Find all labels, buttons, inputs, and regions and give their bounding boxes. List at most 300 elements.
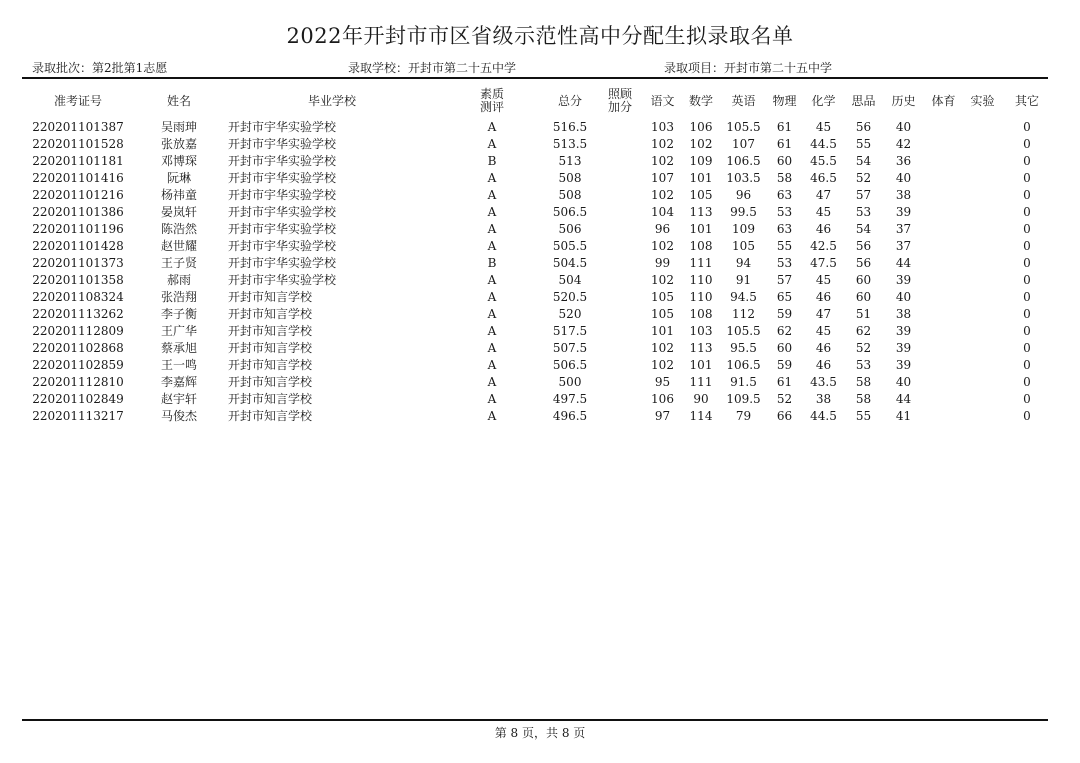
- cell-chemistry: 47: [815, 188, 832, 202]
- cell-bonus-points: [596, 187, 644, 204]
- cell-other: 0: [1023, 409, 1031, 423]
- cell-name: 郝雨: [166, 273, 191, 287]
- cell-pe: [924, 187, 963, 204]
- cell-exam-number: 220201113262: [32, 307, 124, 321]
- cell-history: 40: [895, 290, 912, 304]
- cell-pe: [924, 255, 963, 272]
- table-row: [22, 272, 1052, 289]
- cell-total-score: 520.5: [552, 290, 588, 304]
- cell-exam-number: 220201112809: [32, 324, 124, 338]
- cell-physics: 55: [776, 239, 793, 253]
- table-row: [22, 255, 1052, 272]
- cell-exam-number: 220201102849: [32, 392, 124, 406]
- cell-history: 40: [895, 375, 912, 389]
- cell-exam-number: 220201101373: [32, 256, 124, 270]
- cell-physics: 61: [776, 120, 793, 134]
- header-exam-number: 准考证号: [53, 93, 102, 108]
- table-header-row: [22, 83, 1052, 119]
- cell-quality-evaluation: A: [487, 307, 497, 321]
- cell-chinese: 102: [651, 239, 674, 253]
- cell-chinese: 104: [651, 205, 674, 219]
- cell-total-score: 504: [558, 273, 582, 287]
- cell-total-score: 513.5: [552, 137, 588, 151]
- admission-school-label: 录取学校：开封市第二十五中学: [348, 61, 517, 75]
- cell-name: 赵宇轩: [160, 392, 197, 406]
- cell-english: 106.5: [726, 358, 761, 372]
- cell-bonus-points: [596, 323, 644, 340]
- cell-exam-number: 220201101387: [32, 120, 124, 134]
- cell-bonus-points: [596, 272, 644, 289]
- cell-history: 40: [895, 171, 912, 185]
- cell-pe: [924, 153, 963, 170]
- cell-morality: 51: [855, 307, 872, 321]
- cell-total-score: 504.5: [552, 256, 588, 270]
- table-row: [22, 204, 1052, 221]
- cell-chemistry: 46: [815, 358, 832, 372]
- table-row: [22, 323, 1052, 340]
- cell-math: 103: [689, 324, 713, 338]
- cell-quality-evaluation: A: [487, 205, 497, 219]
- cell-physics: 57: [776, 273, 793, 287]
- header-morality: 思品: [851, 93, 876, 108]
- footer-divider: [22, 719, 1048, 721]
- cell-lab: [963, 272, 1002, 289]
- cell-name: 王子贤: [160, 256, 197, 270]
- cell-exam-number: 220201101358: [32, 273, 124, 287]
- cell-pe: [924, 357, 963, 374]
- cell-lab: [963, 255, 1002, 272]
- cell-quality-evaluation: A: [487, 188, 497, 202]
- cell-lab: [963, 170, 1002, 187]
- cell-graduation-school: 开封市知言学校: [228, 341, 313, 355]
- cell-bonus-points: [596, 221, 644, 238]
- admission-table: [22, 83, 1052, 425]
- cell-english: 91: [735, 273, 752, 287]
- table-row: [22, 170, 1052, 187]
- cell-english: 79: [735, 409, 752, 423]
- cell-morality: 53: [855, 358, 872, 372]
- cell-chemistry: 46.5: [810, 171, 837, 185]
- header-quality-evaluation: 素质 测评: [479, 87, 504, 114]
- cell-bonus-points: [596, 357, 644, 374]
- cell-history: 38: [895, 307, 912, 321]
- header-lab: 实验: [970, 93, 995, 108]
- cell-history: 39: [895, 205, 912, 219]
- cell-english: 103.5: [726, 171, 761, 185]
- cell-morality: 54: [855, 154, 872, 168]
- cell-quality-evaluation: A: [487, 137, 497, 151]
- cell-chinese: 102: [651, 137, 674, 151]
- cell-math: 106: [689, 120, 713, 134]
- cell-graduation-school: 开封市宇华实验学校: [228, 273, 337, 287]
- cell-name: 王一鸣: [160, 358, 197, 372]
- cell-name: 阮琳: [166, 171, 191, 185]
- cell-english: 105: [732, 239, 755, 253]
- cell-name: 张浩翔: [160, 290, 197, 304]
- cell-chinese: 102: [651, 154, 674, 168]
- cell-english: 105.5: [726, 324, 761, 338]
- cell-math: 114: [689, 409, 713, 423]
- cell-name: 马俊杰: [160, 409, 197, 423]
- table-row: [22, 136, 1052, 153]
- cell-quality-evaluation: A: [487, 290, 497, 304]
- cell-pe: [924, 221, 963, 238]
- cell-exam-number: 220201101428: [32, 239, 124, 253]
- cell-lab: [963, 119, 1002, 136]
- cell-history: 37: [895, 239, 912, 253]
- cell-chinese: 105: [651, 307, 674, 321]
- cell-chemistry: 42.5: [810, 239, 837, 253]
- cell-quality-evaluation: A: [487, 273, 497, 287]
- cell-name: 杨祎童: [160, 188, 197, 202]
- cell-english: 112: [732, 307, 755, 321]
- cell-chinese: 102: [651, 273, 674, 287]
- cell-quality-evaluation: A: [487, 392, 497, 406]
- cell-other: 0: [1023, 273, 1031, 287]
- header-name: 姓名: [166, 93, 191, 108]
- table-row: [22, 119, 1052, 136]
- cell-math: 109: [689, 154, 713, 168]
- cell-morality: 60: [855, 273, 872, 287]
- cell-total-score: 500: [558, 375, 582, 389]
- cell-name: 邓博琛: [160, 154, 197, 168]
- cell-total-score: 497.5: [552, 392, 588, 406]
- cell-pe: [924, 272, 963, 289]
- cell-english: 96: [735, 188, 752, 202]
- cell-quality-evaluation: A: [487, 222, 497, 236]
- table-row: [22, 238, 1052, 255]
- cell-pe: [924, 374, 963, 391]
- cell-chinese: 99: [654, 256, 671, 270]
- cell-quality-evaluation: A: [487, 171, 497, 185]
- cell-pe: [924, 323, 963, 340]
- cell-chemistry: 38: [815, 392, 832, 406]
- cell-other: 0: [1023, 137, 1031, 151]
- cell-graduation-school: 开封市知言学校: [228, 409, 313, 423]
- cell-chemistry: 45: [815, 273, 832, 287]
- cell-chinese: 106: [651, 392, 674, 406]
- cell-total-score: 507.5: [552, 341, 588, 355]
- cell-name: 蔡承旭: [160, 341, 197, 355]
- cell-other: 0: [1023, 392, 1031, 406]
- cell-bonus-points: [596, 391, 644, 408]
- cell-chinese: 107: [651, 171, 674, 185]
- cell-graduation-school: 开封市宇华实验学校: [228, 154, 337, 168]
- cell-name: 陈浩然: [160, 222, 197, 236]
- cell-quality-evaluation: A: [487, 358, 497, 372]
- cell-other: 0: [1023, 358, 1031, 372]
- cell-graduation-school: 开封市宇华实验学校: [228, 222, 337, 236]
- admission-batch-label: 录取批次：第2批第1志愿: [32, 61, 168, 75]
- header-graduation-school: 毕业学校: [307, 93, 356, 108]
- cell-english: 95.5: [730, 341, 757, 355]
- header-bonus-points: 照顾 加分: [607, 87, 632, 114]
- cell-math: 111: [689, 375, 713, 389]
- header-english: 英语: [731, 93, 756, 108]
- cell-english: 105.5: [726, 120, 761, 134]
- cell-lab: [963, 374, 1002, 391]
- cell-total-score: 506.5: [552, 358, 588, 372]
- cell-history: 38: [895, 188, 912, 202]
- cell-history: 37: [895, 222, 912, 236]
- cell-bonus-points: [596, 289, 644, 306]
- cell-graduation-school: 开封市宇华实验学校: [228, 137, 337, 151]
- cell-chinese: 97: [654, 409, 671, 423]
- cell-math: 110: [689, 273, 713, 287]
- cell-graduation-school: 开封市知言学校: [228, 358, 313, 372]
- cell-chemistry: 46: [815, 290, 832, 304]
- header-total-score: 总分: [557, 93, 582, 108]
- cell-exam-number: 220201101181: [32, 154, 124, 168]
- cell-morality: 56: [855, 239, 872, 253]
- cell-history: 42: [895, 137, 912, 151]
- cell-other: 0: [1023, 205, 1031, 219]
- cell-graduation-school: 开封市宇华实验学校: [228, 205, 337, 219]
- cell-morality: 52: [855, 341, 872, 355]
- cell-chemistry: 44.5: [810, 137, 837, 151]
- cell-exam-number: 220201113217: [32, 409, 124, 423]
- cell-other: 0: [1023, 375, 1031, 389]
- table-row: [22, 340, 1052, 357]
- header-other: 其它: [1014, 93, 1039, 108]
- cell-total-score: 516.5: [552, 120, 588, 134]
- cell-physics: 53: [776, 256, 793, 270]
- cell-english: 109: [732, 222, 755, 236]
- table-row: [22, 357, 1052, 374]
- cell-morality: 52: [855, 171, 872, 185]
- table-row: [22, 408, 1052, 425]
- cell-exam-number: 220201102859: [32, 358, 124, 372]
- cell-physics: 61: [776, 375, 793, 389]
- cell-english: 99.5: [730, 205, 757, 219]
- cell-pe: [924, 204, 963, 221]
- header-chinese: 语文: [650, 93, 675, 108]
- cell-other: 0: [1023, 290, 1031, 304]
- cell-chinese: 102: [651, 188, 674, 202]
- cell-exam-number: 220201101386: [32, 205, 124, 219]
- cell-chinese: 102: [651, 341, 674, 355]
- cell-lab: [963, 408, 1002, 425]
- cell-morality: 60: [855, 290, 872, 304]
- cell-name: 李子衡: [160, 307, 197, 321]
- cell-exam-number: 220201101416: [32, 171, 124, 185]
- cell-pe: [924, 408, 963, 425]
- cell-pe: [924, 136, 963, 153]
- cell-pe: [924, 119, 963, 136]
- cell-physics: 61: [776, 137, 793, 151]
- cell-math: 102: [689, 137, 713, 151]
- cell-pe: [924, 391, 963, 408]
- cell-english: 106.5: [726, 154, 761, 168]
- cell-english: 94.5: [730, 290, 757, 304]
- cell-graduation-school: 开封市知言学校: [228, 375, 313, 389]
- header-chemistry: 化学: [811, 93, 836, 108]
- cell-chinese: 101: [651, 324, 674, 338]
- cell-history: 39: [895, 324, 912, 338]
- cell-other: 0: [1023, 188, 1031, 202]
- cell-bonus-points: [596, 306, 644, 323]
- cell-total-score: 496.5: [552, 409, 588, 423]
- cell-other: 0: [1023, 222, 1031, 236]
- cell-lab: [963, 391, 1002, 408]
- cell-graduation-school: 开封市宇华实验学校: [228, 171, 337, 185]
- cell-other: 0: [1023, 341, 1031, 355]
- cell-lab: [963, 136, 1002, 153]
- cell-math: 101: [689, 171, 713, 185]
- cell-pe: [924, 306, 963, 323]
- cell-graduation-school: 开封市知言学校: [228, 324, 313, 338]
- cell-lab: [963, 289, 1002, 306]
- header-divider: [22, 77, 1048, 79]
- cell-other: 0: [1023, 307, 1031, 321]
- cell-pe: [924, 170, 963, 187]
- cell-physics: 62: [776, 324, 793, 338]
- cell-morality: 55: [855, 137, 872, 151]
- cell-bonus-points: [596, 119, 644, 136]
- cell-history: 39: [895, 358, 912, 372]
- cell-chemistry: 47.5: [810, 256, 837, 270]
- cell-english: 94: [735, 256, 752, 270]
- cell-physics: 60: [776, 154, 793, 168]
- cell-total-score: 505.5: [552, 239, 588, 253]
- cell-morality: 57: [855, 188, 872, 202]
- cell-chemistry: 45.5: [810, 154, 837, 168]
- cell-name: 王广华: [160, 324, 197, 338]
- cell-chemistry: 46: [815, 341, 832, 355]
- cell-other: 0: [1023, 154, 1031, 168]
- page-title: 2022年开封市市区省级示范性高中分配生拟录取名单: [286, 24, 794, 48]
- cell-chemistry: 47: [815, 307, 832, 321]
- cell-exam-number: 220201108324: [32, 290, 124, 304]
- cell-history: 44: [895, 256, 912, 270]
- table-row: [22, 221, 1052, 238]
- cell-chemistry: 43.5: [810, 375, 837, 389]
- cell-morality: 58: [855, 375, 872, 389]
- cell-pe: [924, 238, 963, 255]
- header-pe: 体育: [931, 93, 956, 108]
- cell-lab: [963, 357, 1002, 374]
- cell-chemistry: 46: [815, 222, 832, 236]
- cell-math: 113: [689, 341, 713, 355]
- cell-lab: [963, 187, 1002, 204]
- cell-math: 113: [689, 205, 713, 219]
- cell-math: 111: [689, 256, 713, 270]
- cell-name: 晏岚轩: [160, 205, 197, 219]
- cell-chemistry: 45: [815, 324, 832, 338]
- cell-chemistry: 45: [815, 205, 832, 219]
- cell-exam-number: 220201112810: [32, 375, 124, 389]
- cell-pe: [924, 289, 963, 306]
- cell-physics: 60: [776, 341, 793, 355]
- cell-total-score: 506.5: [552, 205, 588, 219]
- table-body: [22, 119, 1052, 425]
- table-row: [22, 153, 1052, 170]
- cell-chinese: 103: [651, 120, 674, 134]
- cell-other: 0: [1023, 120, 1031, 134]
- header-math: 数学: [688, 93, 713, 108]
- cell-exam-number: 220201101528: [32, 137, 124, 151]
- cell-quality-evaluation: A: [487, 120, 497, 134]
- cell-physics: 58: [776, 171, 793, 185]
- cell-bonus-points: [596, 170, 644, 187]
- cell-physics: 52: [776, 392, 793, 406]
- cell-graduation-school: 开封市宇华实验学校: [228, 188, 337, 202]
- cell-quality-evaluation: A: [487, 409, 497, 423]
- cell-bonus-points: [596, 136, 644, 153]
- cell-other: 0: [1023, 171, 1031, 185]
- cell-math: 90: [693, 392, 709, 406]
- cell-morality: 58: [855, 392, 872, 406]
- cell-total-score: 508: [558, 188, 582, 202]
- cell-history: 40: [895, 120, 912, 134]
- cell-chemistry: 44.5: [810, 409, 837, 423]
- cell-morality: 55: [855, 409, 872, 423]
- cell-math: 101: [689, 222, 713, 236]
- cell-total-score: 517.5: [552, 324, 588, 338]
- cell-history: 44: [895, 392, 912, 406]
- cell-quality-evaluation: A: [487, 324, 497, 338]
- cell-chinese: 96: [654, 222, 671, 236]
- cell-lab: [963, 306, 1002, 323]
- cell-math: 108: [689, 239, 713, 253]
- cell-lab: [963, 204, 1002, 221]
- cell-quality-evaluation: B: [487, 256, 497, 270]
- header-physics: 物理: [772, 93, 797, 108]
- header-history: 历史: [891, 93, 916, 108]
- cell-name: 张放嘉: [160, 137, 197, 151]
- cell-physics: 59: [776, 307, 793, 321]
- cell-graduation-school: 开封市知言学校: [228, 392, 313, 406]
- cell-chinese: 105: [651, 290, 674, 304]
- cell-quality-evaluation: B: [487, 154, 497, 168]
- cell-english: 109.5: [726, 392, 761, 406]
- cell-physics: 65: [776, 290, 793, 304]
- cell-graduation-school: 开封市宇华实验学校: [228, 120, 337, 134]
- cell-morality: 56: [855, 120, 872, 134]
- cell-quality-evaluation: A: [487, 375, 497, 389]
- cell-name: 赵世耀: [160, 239, 197, 253]
- cell-math: 110: [689, 290, 713, 304]
- cell-morality: 56: [855, 256, 872, 270]
- cell-quality-evaluation: A: [487, 341, 497, 355]
- table-row: [22, 306, 1052, 323]
- cell-quality-evaluation: A: [487, 239, 497, 253]
- cell-english: 91.5: [730, 375, 757, 389]
- cell-exam-number: 220201101216: [32, 188, 124, 202]
- cell-bonus-points: [596, 255, 644, 272]
- cell-math: 105: [689, 188, 713, 202]
- cell-morality: 53: [855, 205, 872, 219]
- cell-history: 39: [895, 341, 912, 355]
- cell-bonus-points: [596, 374, 644, 391]
- cell-exam-number: 220201101196: [32, 222, 124, 236]
- cell-lab: [963, 153, 1002, 170]
- cell-chinese: 95: [654, 375, 671, 389]
- cell-bonus-points: [596, 340, 644, 357]
- cell-lab: [963, 238, 1002, 255]
- cell-english: 107: [732, 137, 755, 151]
- cell-other: 0: [1023, 256, 1031, 270]
- cell-morality: 62: [855, 324, 872, 338]
- cell-bonus-points: [596, 408, 644, 425]
- cell-physics: 53: [776, 205, 793, 219]
- cell-morality: 54: [855, 222, 872, 236]
- cell-total-score: 520: [558, 307, 582, 321]
- cell-graduation-school: 开封市宇华实验学校: [228, 239, 337, 253]
- admission-project-label: 录取项目：开封市第二十五中学: [664, 61, 833, 75]
- cell-other: 0: [1023, 239, 1031, 253]
- cell-pe: [924, 340, 963, 357]
